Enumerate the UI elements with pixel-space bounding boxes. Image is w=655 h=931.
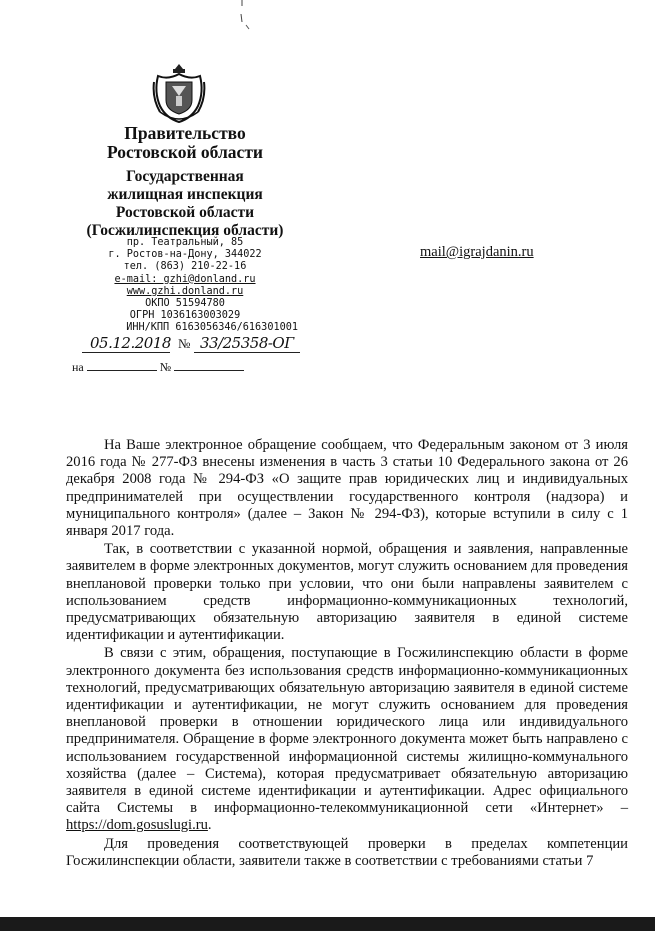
okpo: ОКПО 51594780 [145, 298, 225, 310]
inn-kpp: ИНН/КПП 6163056346/616301001 [126, 322, 298, 334]
coat-of-arms-emblem [152, 62, 206, 124]
email-link[interactable]: e-mail: gzhi@donland.ru [114, 273, 256, 285]
government-title: Правительство Ростовской области [106, 123, 264, 162]
address-street: пр. Театральный, 85 [126, 237, 244, 248]
paragraph-1: На Ваше электронное обращение сообщаем, что Федеральным законом от 3 июля 2016 года № 277-ФЗ внесены изменения в часть 3 статьи 10 Федерального закона от 26 декабря 2008 года № 294-ФЗ «О защите прав юридических лиц и индивидуальных предпринимателей при осуществлении государственного контроля (надзора) и муниципального контроля» (далее – Закон № 294-ФЗ), которые вступили в силу с 1 января 2017 года. [66, 437, 628, 540]
phone: тел. (863) 210-22-16 [123, 261, 247, 273]
number-label: № [178, 336, 191, 351]
reference-line: на № [72, 360, 247, 375]
letterhead [60, 124, 310, 240]
outgoing-number: 33/25358-ОГ [200, 334, 294, 352]
ogrn: ОГРН 1036163003029 [129, 310, 241, 322]
outgoing-date: 05.12.2018 [90, 334, 171, 352]
registration-line [82, 334, 318, 356]
ref-date-blank [87, 370, 157, 371]
ref-number-blank [174, 370, 244, 371]
address-city: г. Ростов-на-Дону, 344022 [108, 249, 262, 261]
website-link[interactable]: www.gzhi.donland.ru [126, 285, 244, 297]
number-underline [194, 352, 300, 353]
scan-marks [236, 0, 256, 40]
paragraph-4: Для проведения соответствующей проверки в пределах компетенции Госжилинспекции области, заявители также в соответствии с требованиями статьи 7 [66, 835, 628, 869]
paragraph-3: В связи с этим, обращения, поступающие в Госжилинспекцию области в форме электронного документа без использования средств информационно-коммуникационных технологий, предусматривающих обязательную авторизацию заявителя в единой системе идентификации и аутентификации, не могут служить основанием для проведения внеплановой проверки в отношении юридического лица или индивидуального предпринимателя. Обращение в форме электронного документа может быть направлено с использованием государственной информационной системы жилищно-коммунального хозяйства (далее – Система), которая предусматривает обязательную авторизацию заявителя в единой системе идентификации и аутентификации. Адрес официального сайта Системы в информационно-телекоммуникационной сети «Интернет» – https://dom.gosuslugi.ru. [66, 645, 628, 834]
gis-zhkh-link[interactable]: https://dom.gosuslugi.ru [66, 817, 208, 834]
letter-body [66, 437, 628, 871]
date-underline [82, 352, 170, 353]
inspection-title: Государственная жилищная инспекция Ростовской области (Госжилинспекция области) [86, 168, 284, 239]
contact-details [60, 237, 310, 335]
recipient-email[interactable]: mail@igrajdanin.ru [420, 244, 534, 260]
scan-bottom-edge [0, 917, 655, 931]
paragraph-2: Так, в соответствии с указанной нормой, обращения и заявления, направленные заявителем в форме электронных документов, могут служить основанием для проведения внеплановой проверки только при условии, что они были направлены заявителем с использованием средств информационно-коммуникационных технологий, предусматривающих обязательную авторизацию заявителя в единой системе идентификации и аутентификации. [66, 541, 628, 644]
